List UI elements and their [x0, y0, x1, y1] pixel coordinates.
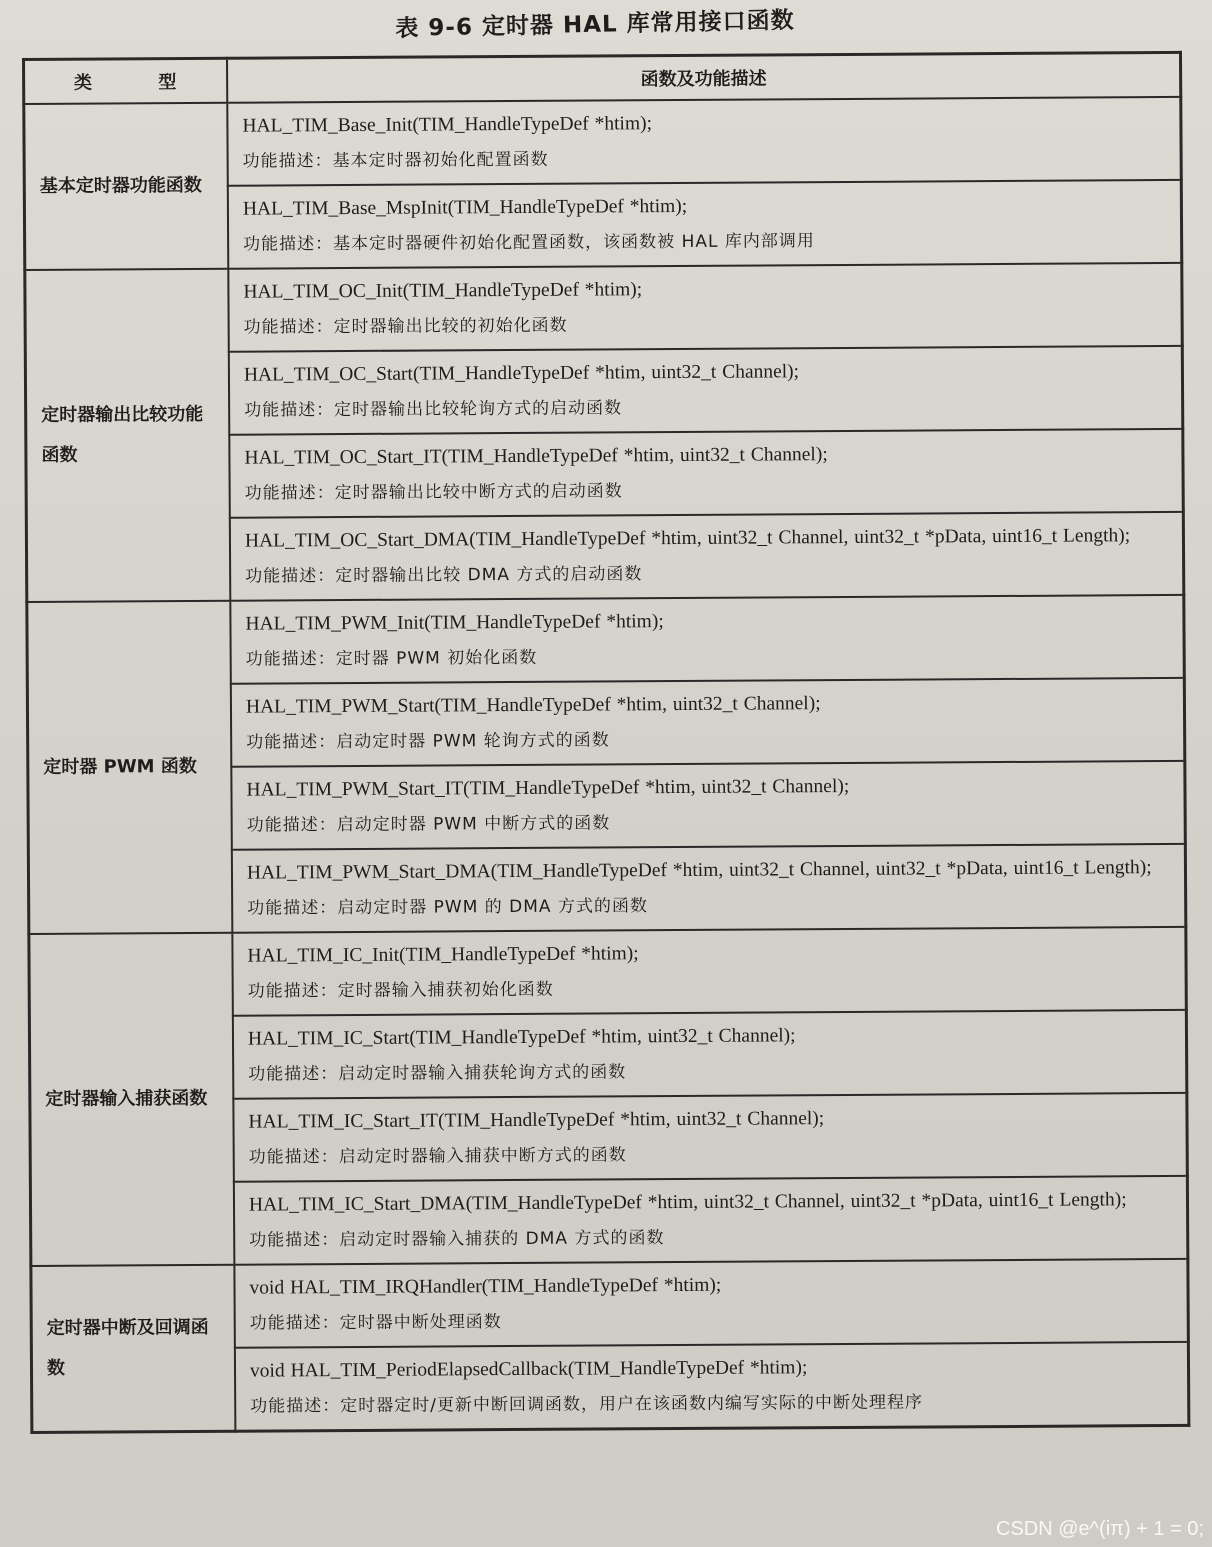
function-description: 功能描述：基本定时器硬件初始化配置函数，该函数被 HAL 库内部调用 — [243, 231, 815, 255]
function-signature: HAL_TIM_IC_Start(TIM_HandleTypeDef *htim, uint32_t Channel); — [247, 1025, 796, 1050]
function-description: 功能描述：定时器输出比较轮询方式的启动函数 — [244, 398, 623, 421]
function-signature: HAL_TIM_OC_Start_IT(TIM_HandleTypeDef *htim, uint32_t Channel); — [244, 444, 828, 469]
function-cell — [231, 761, 1185, 850]
function-signature: HAL_TIM_OC_Start(TIM_HandleTypeDef *htim, uint32_t Channel); — [243, 361, 800, 386]
function-cell — [229, 346, 1183, 435]
function-cell — [234, 1176, 1188, 1265]
function-description: 功能描述：定时器 PWM 初始化函数 — [245, 647, 538, 670]
function-cell — [227, 97, 1181, 186]
function-signature: HAL_TIM_IC_Start_DMA(TIM_HandleTypeDef *htim, uint32_t Channel, uint32_t *pData, uint16_t Length); — [248, 1189, 1127, 1216]
function-description: 功能描述：启动定时器输入捕获中断方式的函数 — [248, 1145, 627, 1168]
function-description: 功能描述：定时器输入捕获初始化函数 — [247, 979, 554, 1002]
function-signature: void HAL_TIM_IRQHandler(TIM_HandleTypeDef *htim); — [249, 1274, 722, 1299]
function-cell — [232, 927, 1186, 1016]
function-signature: HAL_TIM_Base_MspInit(TIM_HandleTypeDef *htim); — [242, 195, 688, 220]
function-cell — [232, 844, 1186, 933]
function-cell — [230, 512, 1184, 601]
header-description: 函数及功能描述 — [227, 52, 1181, 102]
function-signature: HAL_TIM_IC_Init(TIM_HandleTypeDef *htim); — [247, 943, 639, 967]
category-cell: 定时器 PWM 函数 — [27, 601, 233, 934]
category-cell: 基本定时器功能函数 — [24, 103, 229, 270]
function-cell — [233, 1093, 1187, 1182]
function-signature: HAL_TIM_PWM_Start(TIM_HandleTypeDef *htim, uint32_t Channel); — [245, 693, 821, 718]
function-signature: void HAL_TIM_PeriodElapsedCallback(TIM_HandleTypeDef *htim); — [249, 1357, 808, 1382]
function-cell — [229, 429, 1183, 518]
function-signature: HAL_TIM_PWM_Start_IT(TIM_HandleTypeDef *htim, uint32_t Channel); — [246, 775, 850, 801]
function-cell — [233, 1010, 1187, 1099]
function-description: 功能描述：启动定时器 PWM 的 DMA 方式的函数 — [247, 896, 648, 919]
function-description: 功能描述：定时器定时/更新中断回调函数，用户在该函数内编写实际的中断处理程序 — [250, 1392, 924, 1417]
table-row — [24, 97, 1181, 187]
table-row — [31, 1259, 1188, 1349]
function-description: 功能描述：定时器输出比较中断方式的启动函数 — [244, 481, 623, 504]
function-description: 功能描述：启动定时器输入捕获轮询方式的函数 — [248, 1062, 627, 1085]
function-description: 功能描述：启动定时器 PWM 中断方式的函数 — [246, 813, 611, 836]
function-cell — [228, 263, 1182, 352]
table-row — [25, 263, 1182, 353]
function-description: 功能描述：启动定时器 PWM 轮询方式的函数 — [246, 730, 610, 753]
function-cell — [228, 180, 1182, 269]
table-caption: 表 9-6 定时器 HAL 库常用接口函数 — [395, 7, 795, 42]
table-row — [29, 927, 1186, 1017]
function-signature: HAL_TIM_OC_Start_DMA(TIM_HandleTypeDef *htim, uint32_t Channel, uint32_t *pData, uint16_t Length); — [244, 525, 1131, 552]
table-container — [22, 51, 1209, 1526]
category-cell: 定时器中断及回调函数 — [31, 1265, 236, 1433]
watermark: CSDN @e^(iπ) + 1 = 0; — [996, 1518, 1204, 1540]
table-row — [27, 595, 1184, 685]
function-description: 功能描述：基本定时器初始化配置函数 — [242, 149, 549, 172]
function-cell — [235, 1342, 1189, 1431]
function-signature: HAL_TIM_PWM_Start_DMA(TIM_HandleTypeDef *htim, uint32_t Channel, uint32_t *pData, uint16_t Length); — [246, 857, 1152, 884]
header-type: 类 型 — [24, 58, 228, 104]
function-description: 功能描述：定时器输出比较的初始化函数 — [243, 315, 568, 338]
function-signature: HAL_TIM_IC_Start_IT(TIM_HandleTypeDef *htim, uint32_t Channel); — [248, 1108, 825, 1133]
function-description: 功能描述：启动定时器输入捕获的 DMA 方式的函数 — [249, 1228, 665, 1251]
function-signature: HAL_TIM_PWM_Init(TIM_HandleTypeDef *htim); — [245, 611, 664, 635]
function-signature: HAL_TIM_Base_Init(TIM_HandleTypeDef *htim); — [242, 113, 653, 137]
category-cell: 定时器输出比较功能函数 — [25, 269, 231, 602]
function-description: 功能描述：定时器输出比较 DMA 方式的启动函数 — [245, 564, 643, 587]
function-cell — [231, 678, 1185, 767]
function-signature: HAL_TIM_OC_Init(TIM_HandleTypeDef *htim); — [243, 279, 643, 303]
function-cell — [230, 595, 1184, 684]
function-cell — [234, 1259, 1188, 1348]
hal-function-table — [22, 51, 1190, 1434]
table-header-row — [24, 52, 1181, 104]
category-cell: 定时器输入捕获函数 — [29, 933, 235, 1266]
function-description: 功能描述：定时器中断处理函数 — [249, 1312, 502, 1334]
